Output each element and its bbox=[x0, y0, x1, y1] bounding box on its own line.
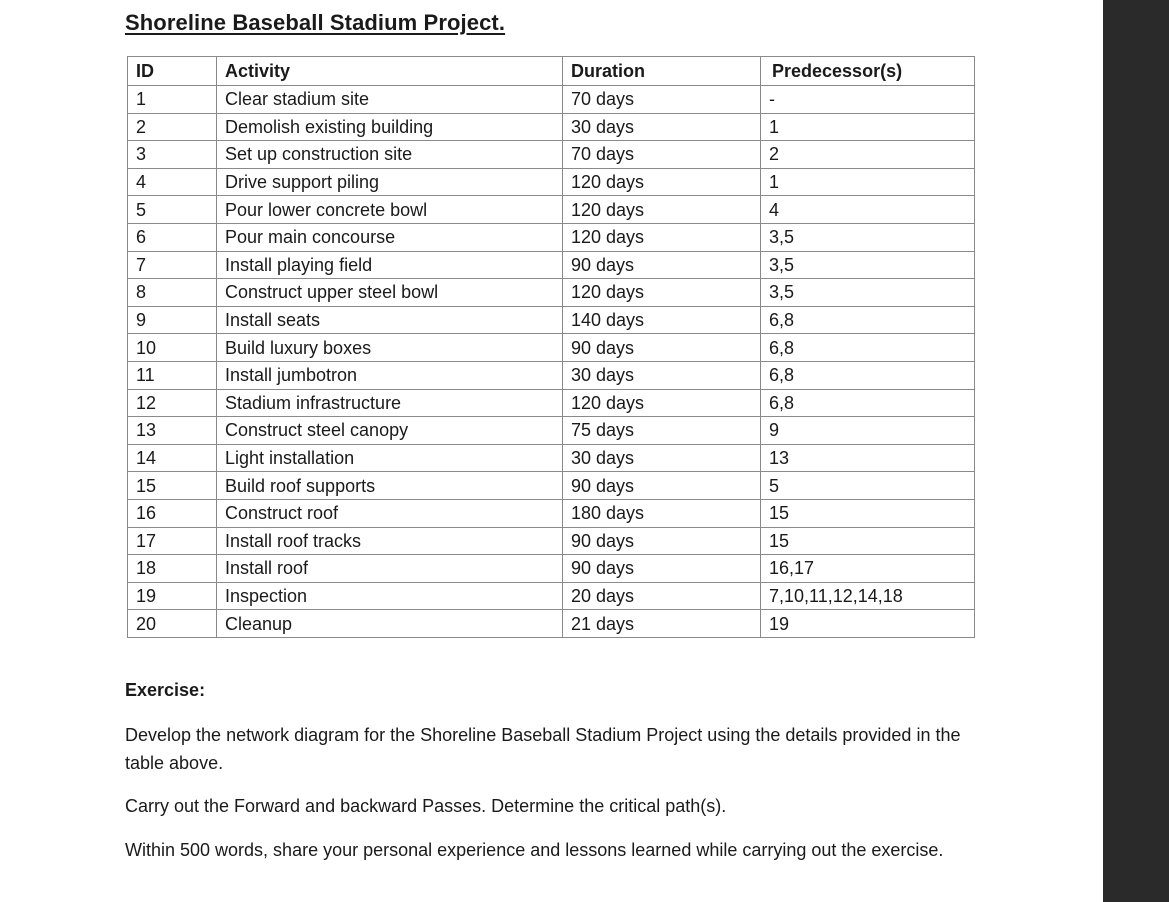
cell-predecessors: 6,8 bbox=[761, 361, 975, 389]
cell-id: 11 bbox=[128, 361, 217, 389]
cell-activity: Install seats bbox=[217, 306, 563, 334]
cell-duration: 90 days bbox=[563, 472, 761, 500]
cell-predecessors: 3,5 bbox=[761, 279, 975, 307]
cell-predecessors: 5 bbox=[761, 472, 975, 500]
cell-duration: 140 days bbox=[563, 306, 761, 334]
cell-duration: 120 days bbox=[563, 196, 761, 224]
cell-id: 1 bbox=[128, 86, 217, 114]
viewer-side-bar bbox=[1103, 0, 1169, 902]
cell-activity: Stadium infrastructure bbox=[217, 389, 563, 417]
cell-activity: Construct steel canopy bbox=[217, 417, 563, 445]
cell-predecessors: 3,5 bbox=[761, 223, 975, 251]
cell-duration: 75 days bbox=[563, 417, 761, 445]
cell-activity: Drive support piling bbox=[217, 168, 563, 196]
table-row bbox=[128, 361, 975, 389]
cell-id: 18 bbox=[128, 555, 217, 583]
cell-duration: 20 days bbox=[563, 582, 761, 610]
table-row bbox=[128, 334, 975, 362]
cell-id: 2 bbox=[128, 113, 217, 141]
cell-activity: Clear stadium site bbox=[217, 86, 563, 114]
cell-duration: 21 days bbox=[563, 610, 761, 638]
cell-predecessors: 19 bbox=[761, 610, 975, 638]
table-row bbox=[128, 582, 975, 610]
cell-id: 17 bbox=[128, 527, 217, 555]
cell-predecessors: 7,10,11,12,14,18 bbox=[761, 582, 975, 610]
cell-activity: Install playing field bbox=[217, 251, 563, 279]
cell-predecessors: 6,8 bbox=[761, 306, 975, 334]
cell-predecessors: 9 bbox=[761, 417, 975, 445]
cell-duration: 90 days bbox=[563, 555, 761, 583]
cell-id: 6 bbox=[128, 223, 217, 251]
cell-id: 4 bbox=[128, 168, 217, 196]
exercise-paragraph-1: Develop the network diagram for the Shoreline Baseball Stadium Project using the details provided in the table above. bbox=[125, 725, 961, 773]
table-row bbox=[128, 472, 975, 500]
cell-predecessors: 1 bbox=[761, 113, 975, 141]
cell-predecessors: 6,8 bbox=[761, 334, 975, 362]
cell-predecessors: 15 bbox=[761, 499, 975, 527]
cell-duration: 90 days bbox=[563, 251, 761, 279]
cell-activity: Build roof supports bbox=[217, 472, 563, 500]
cell-predecessors: 13 bbox=[761, 444, 975, 472]
cell-predecessors: 2 bbox=[761, 141, 975, 169]
cell-id: 12 bbox=[128, 389, 217, 417]
cell-predecessors: 6,8 bbox=[761, 389, 975, 417]
table-row bbox=[128, 279, 975, 307]
header-id: ID bbox=[128, 57, 217, 86]
cell-activity: Install roof bbox=[217, 555, 563, 583]
table-row bbox=[128, 251, 975, 279]
table-row bbox=[128, 389, 975, 417]
cell-predecessors: 3,5 bbox=[761, 251, 975, 279]
cell-activity: Pour lower concrete bowl bbox=[217, 196, 563, 224]
cell-duration: 120 days bbox=[563, 168, 761, 196]
cell-activity: Inspection bbox=[217, 582, 563, 610]
table-row bbox=[128, 610, 975, 638]
cell-id: 16 bbox=[128, 499, 217, 527]
cell-predecessors: 1 bbox=[761, 168, 975, 196]
cell-activity: Cleanup bbox=[217, 610, 563, 638]
table-row bbox=[128, 141, 975, 169]
cell-id: 15 bbox=[128, 472, 217, 500]
table-row bbox=[128, 444, 975, 472]
cell-id: 7 bbox=[128, 251, 217, 279]
cell-duration: 30 days bbox=[563, 444, 761, 472]
cell-id: 8 bbox=[128, 279, 217, 307]
cell-duration: 30 days bbox=[563, 361, 761, 389]
cell-activity: Light installation bbox=[217, 444, 563, 472]
cell-duration: 120 days bbox=[563, 223, 761, 251]
cell-id: 10 bbox=[128, 334, 217, 362]
cell-id: 9 bbox=[128, 306, 217, 334]
cell-predecessors: 15 bbox=[761, 527, 975, 555]
cell-activity: Build luxury boxes bbox=[217, 334, 563, 362]
table-row bbox=[128, 499, 975, 527]
cell-activity: Set up construction site bbox=[217, 141, 563, 169]
cell-predecessors: - bbox=[761, 86, 975, 114]
table-row bbox=[128, 223, 975, 251]
cell-activity: Install roof tracks bbox=[217, 527, 563, 555]
header-predecessors: Predecessor(s) bbox=[761, 57, 975, 86]
document-title: Shoreline Baseball Stadium Project. bbox=[125, 10, 506, 35]
header-duration: Duration bbox=[563, 57, 761, 86]
exercise-paragraph-2: Carry out the Forward and backward Passes. Determine the critical path(s). bbox=[125, 796, 727, 816]
cell-id: 20 bbox=[128, 610, 217, 638]
table-row bbox=[128, 113, 975, 141]
cell-id: 14 bbox=[128, 444, 217, 472]
cell-id: 13 bbox=[128, 417, 217, 445]
cell-duration: 90 days bbox=[563, 527, 761, 555]
table-row bbox=[128, 168, 975, 196]
activity-table bbox=[127, 56, 975, 638]
table-row bbox=[128, 527, 975, 555]
cell-id: 5 bbox=[128, 196, 217, 224]
cell-activity: Demolish existing building bbox=[217, 113, 563, 141]
cell-predecessors: 4 bbox=[761, 196, 975, 224]
cell-duration: 120 days bbox=[563, 389, 761, 417]
cell-duration: 70 days bbox=[563, 86, 761, 114]
exercise-heading: Exercise: bbox=[125, 680, 206, 700]
table-row bbox=[128, 196, 975, 224]
cell-duration: 70 days bbox=[563, 141, 761, 169]
exercise-paragraph-3: Within 500 words, share your personal experience and lessons learned while carrying out the exercise. bbox=[125, 840, 944, 860]
cell-id: 19 bbox=[128, 582, 217, 610]
table-row bbox=[128, 306, 975, 334]
cell-activity: Install jumbotron bbox=[217, 361, 563, 389]
table-row bbox=[128, 417, 975, 445]
cell-duration: 120 days bbox=[563, 279, 761, 307]
cell-duration: 30 days bbox=[563, 113, 761, 141]
table-header-row bbox=[128, 57, 975, 86]
header-activity: Activity bbox=[217, 57, 563, 86]
cell-duration: 180 days bbox=[563, 499, 761, 527]
cell-duration: 90 days bbox=[563, 334, 761, 362]
table-row bbox=[128, 86, 975, 114]
table-row bbox=[128, 555, 975, 583]
cell-activity: Construct upper steel bowl bbox=[217, 279, 563, 307]
cell-activity: Pour main concourse bbox=[217, 223, 563, 251]
cell-predecessors: 16,17 bbox=[761, 555, 975, 583]
cell-activity: Construct roof bbox=[217, 499, 563, 527]
cell-id: 3 bbox=[128, 141, 217, 169]
